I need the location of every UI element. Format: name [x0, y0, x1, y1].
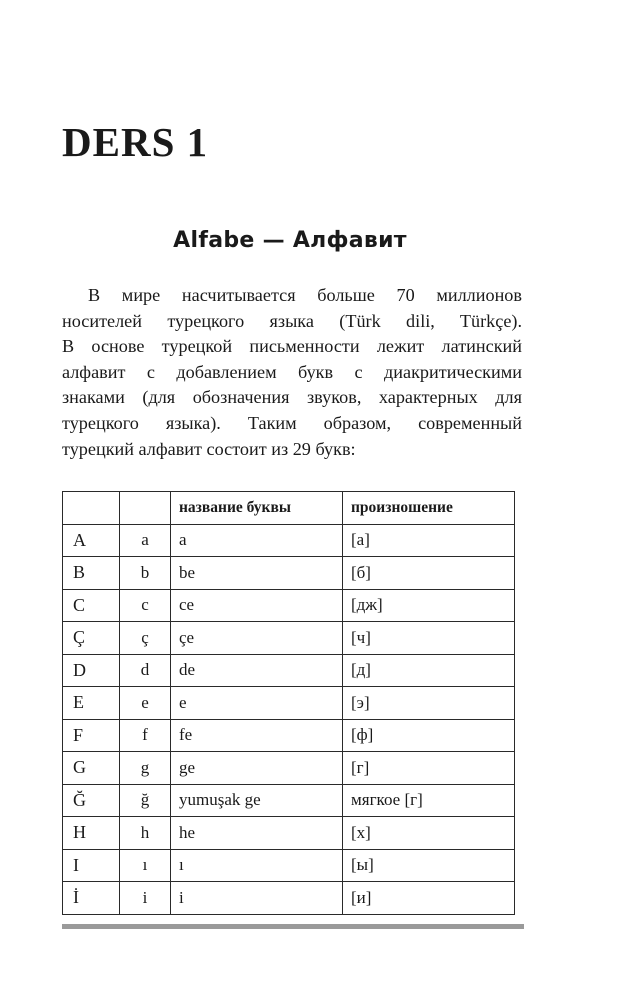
lowercase-letter: f [120, 719, 171, 752]
table-row [63, 687, 515, 720]
pronunciation: [д] [343, 654, 515, 687]
letter-name: fe [171, 719, 343, 752]
lowercase-letter: g [120, 752, 171, 785]
intro-line: В мире насчитывается больше 70 миллионов [88, 285, 522, 305]
uppercase-letter: A [63, 524, 120, 557]
uppercase-letter: İ [63, 882, 120, 915]
header-pronunciation: произношение [343, 492, 515, 525]
intro-line: носителей турецкого языка (Türk dili, Türkçe). [62, 310, 522, 331]
letter-name: a [171, 524, 343, 557]
intro-line: алфавит с добавлением букв с диакритическими [62, 361, 522, 382]
lowercase-letter: ğ [120, 784, 171, 817]
lowercase-letter: d [120, 654, 171, 687]
lowercase-letter: i [120, 882, 171, 915]
lowercase-letter: e [120, 687, 171, 720]
pronunciation: [х] [343, 817, 515, 850]
table-row [63, 817, 515, 850]
uppercase-letter: D [63, 654, 120, 687]
uppercase-letter: C [63, 589, 120, 622]
letter-name: çe [171, 622, 343, 655]
pronunciation: [дж] [343, 589, 515, 622]
lowercase-letter: b [120, 557, 171, 590]
pronunciation: [г] [343, 752, 515, 785]
letter-name: de [171, 654, 343, 687]
letter-name: be [171, 557, 343, 590]
intro-line: турецкого языка). Таким образом, современный [62, 412, 522, 433]
table-row [63, 524, 515, 557]
pronunciation: [б] [343, 557, 515, 590]
alphabet-table [62, 491, 515, 915]
letter-name: e [171, 687, 343, 720]
uppercase-letter: B [63, 557, 120, 590]
lowercase-letter: h [120, 817, 171, 850]
pronunciation: [а] [343, 524, 515, 557]
uppercase-letter: E [63, 687, 120, 720]
letter-name: yumuşak ge [171, 784, 343, 817]
table-row [63, 719, 515, 752]
letter-name: he [171, 817, 343, 850]
lowercase-letter: c [120, 589, 171, 622]
lowercase-letter: ı [120, 849, 171, 882]
table-row [63, 784, 515, 817]
letter-name: ce [171, 589, 343, 622]
letter-name: ge [171, 752, 343, 785]
pronunciation: мягкое [г] [343, 784, 515, 817]
table-row [63, 622, 515, 655]
intro-line: турецкий алфавит состоит из 29 букв: [62, 438, 356, 459]
header-letter-name: название буквы [171, 492, 343, 525]
letter-name: ı [171, 849, 343, 882]
intro-line: В основе турецкой письменности лежит латинский [62, 336, 522, 357]
pronunciation: [и] [343, 882, 515, 915]
intro-paragraph [62, 283, 522, 462]
uppercase-letter: I [63, 849, 120, 882]
pronunciation: [ч] [343, 622, 515, 655]
pronunciation: [ы] [343, 849, 515, 882]
pronunciation: [э] [343, 687, 515, 720]
header-lowercase [120, 492, 171, 525]
uppercase-letter: H [63, 817, 120, 850]
page-bottom-rule [62, 924, 524, 929]
lowercase-letter: a [120, 524, 171, 557]
letter-name: i [171, 882, 343, 915]
table-row [63, 849, 515, 882]
table-header-row [63, 492, 515, 525]
table-row [63, 557, 515, 590]
uppercase-letter: Ç [63, 622, 120, 655]
uppercase-letter: G [63, 752, 120, 785]
table-row [63, 589, 515, 622]
lowercase-letter: ç [120, 622, 171, 655]
lesson-title: DERS 1 [62, 119, 209, 165]
table-row [63, 882, 515, 915]
uppercase-letter: F [63, 719, 120, 752]
table-row [63, 654, 515, 687]
table-row [63, 752, 515, 785]
section-title: Alfabe — Алфавит [173, 228, 407, 253]
uppercase-letter: Ğ [63, 784, 120, 817]
pronunciation: [ф] [343, 719, 515, 752]
header-uppercase [63, 492, 120, 525]
intro-line: знаками (для обозначения звуков, характерных для [62, 387, 522, 408]
